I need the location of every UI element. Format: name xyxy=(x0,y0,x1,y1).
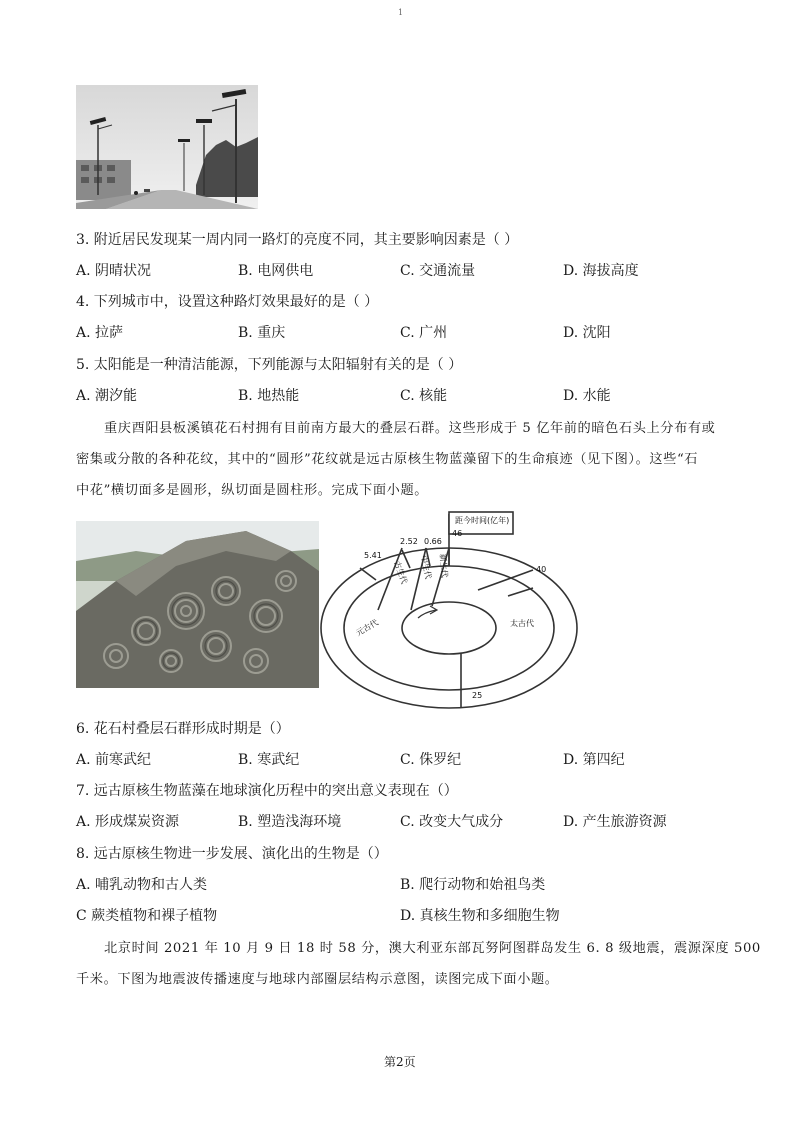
question-8: 8. 远古原核生物进一步发展、演化出的生物是（） xyxy=(76,846,388,862)
q8-option-c: C 蕨类植物和裸子植物 xyxy=(76,908,218,924)
solar-street-lamp-image xyxy=(76,85,258,209)
diagram-value-46: 46 xyxy=(452,529,463,538)
diagram-value-25: 25 xyxy=(472,691,483,700)
diagram-value-066: 0.66 xyxy=(424,537,442,546)
q8-option-a: A. 哺乳动物和古人类 xyxy=(76,877,208,893)
passage-2-line-2: 千米。下图为地震波传播速度与地球内部圈层结构示意图，读图完成下面小题。 xyxy=(76,972,559,987)
q5-option-a: A. 潮汐能 xyxy=(76,388,138,404)
geologic-time-diagram xyxy=(318,510,580,710)
q3-option-b: B. 电网供电 xyxy=(238,263,314,279)
q7-option-c: C. 改变大气成分 xyxy=(400,814,504,830)
q6-option-c: C. 侏罗纪 xyxy=(400,752,462,768)
diagram-era-mesozoic: 中生代 xyxy=(419,554,433,580)
street-lamp-photo xyxy=(76,85,258,209)
q4-option-b: B. 重庆 xyxy=(238,325,286,341)
passage-2-line-1: 北京时间 2021 年 10 月 9 日 18 时 58 分，澳大利亚东部瓦努阿图群岛发生 6. 8 级地震，震源深度 500 xyxy=(104,941,761,956)
q8-option-d: D. 真核生物和多细胞生物 xyxy=(400,908,560,924)
q4-option-d: D. 沈阳 xyxy=(563,325,611,341)
diagram-era-paleozoic: 古生代 xyxy=(392,559,409,586)
diagram-era-archean: 太古代 xyxy=(510,619,534,628)
q3-option-a: A. 阴晴状况 xyxy=(76,263,152,279)
inner-ring xyxy=(402,602,496,654)
page-top-mark: 1 xyxy=(398,8,404,17)
passage-1-line-3: 中花”横切面多是圆形，纵切面是圆柱形。完成下面小题。 xyxy=(76,483,429,498)
q3-option-c: C. 交通流量 xyxy=(400,263,476,279)
q5-option-b: B. 地热能 xyxy=(238,388,300,404)
diagram-header: 距今时间(亿年) xyxy=(455,516,510,525)
q7-option-a: A. 形成煤炭资源 xyxy=(76,814,180,830)
question-7: 7. 远古原核生物蓝藻在地球演化历程中的突出意义表现在（） xyxy=(76,783,458,799)
stromatolite-photo xyxy=(76,521,319,688)
q7-option-d: D. 产生旅游资源 xyxy=(563,814,667,830)
question-3: 3. 附近居民发现某一周内同一路灯的亮度不同，其主要影响因素是（ ） xyxy=(76,232,519,248)
q4-option-c: C. 广州 xyxy=(400,325,448,341)
diagram-era-proterozoic: 元古代 xyxy=(354,617,380,638)
q5-option-d: D. 水能 xyxy=(563,388,611,404)
diagram-value-40: 40 xyxy=(536,565,547,574)
q7-option-b: B. 塑造浅海环境 xyxy=(238,814,342,830)
q6-option-a: A. 前寒武纪 xyxy=(76,752,152,768)
passage-1-line-1: 重庆酉阳县板溪镇花石村拥有目前南方最大的叠层石群。这些形成于 5 亿年前的暗色石头上分布有或 xyxy=(104,421,716,436)
question-4: 4. 下列城市中，设置这种路灯效果最好的是（ ） xyxy=(76,294,379,310)
diagram-value-541: 5.41 xyxy=(364,551,382,560)
question-5: 5. 太阳能是一种清洁能源，下列能源与太阳辐射有关的是（ ） xyxy=(76,357,463,373)
q4-option-a: A. 拉萨 xyxy=(76,325,124,341)
passage-1-line-2: 密集或分散的各种花纹，其中的“圆形”花纹就是远古原核生物蓝藻留下的生命痕迹（见下图）。这些“石 xyxy=(76,452,699,467)
q5-option-c: C. 核能 xyxy=(400,388,448,404)
diagram-era-cenozoic: 新生代 xyxy=(438,553,450,579)
page-number: 第2页 xyxy=(384,1055,416,1069)
q8-option-b: B. 爬行动物和始祖鸟类 xyxy=(400,877,546,893)
stromatolite-rock-image xyxy=(76,521,319,688)
diagram-value-252: 2.52 xyxy=(400,537,418,546)
q6-option-d: D. 第四纪 xyxy=(563,752,625,768)
question-6: 6. 花石村叠层石群形成时期是（） xyxy=(76,721,290,737)
q6-option-b: B. 寒武纪 xyxy=(238,752,300,768)
q3-option-d: D. 海拔高度 xyxy=(563,263,639,279)
